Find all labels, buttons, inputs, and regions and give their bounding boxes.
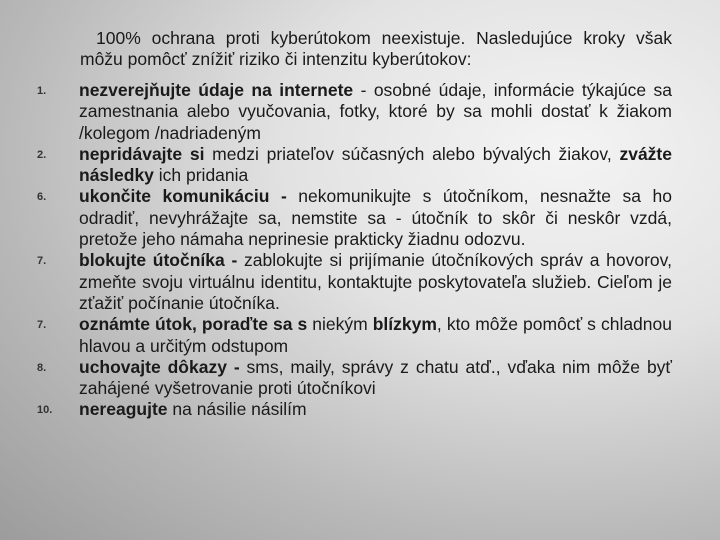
list-item-text [79, 314, 672, 357]
text-phrase: - osobné údaje, informácie týkajúce sa zamestnania alebo vyučovania, fotky, ktoré by sa mohli dostať k žiakom /kolegom /nadriadeným [79, 80, 673, 143]
text-phrase: niekým [307, 314, 373, 335]
list-item [0, 314, 720, 357]
text-phrase: ich pridania [153, 165, 249, 186]
text-phrase: , kto môže pomôcť s chladnou hlavou a určitým odstupom [79, 314, 672, 356]
text-phrase: na násilie násilím [167, 399, 307, 420]
list-item [0, 250, 720, 314]
bold-phrase: zvážte následky [79, 143, 672, 186]
intro-paragraph: 100% ochrana proti kyberútokom neexistuje. Nasledujúce kroky však môžu pomôcť znížiť riziko či intenzitu kyberútokov: [80, 28, 672, 69]
text-phrase: medzi priateľov súčasných alebo bývalých žiakov, [204, 143, 620, 164]
list-item-text [79, 186, 672, 250]
list-item-number: 10. [37, 404, 53, 417]
list-item-text [79, 399, 672, 420]
list-item-number: 7. [37, 255, 47, 268]
list-item-text [79, 250, 672, 314]
bold-phrase: oznámte útok, poraďte sa s [79, 314, 308, 335]
bold-phrase: blízkym [372, 314, 437, 335]
list-item-number: 6. [37, 191, 47, 204]
list-item-number: 1. [37, 85, 47, 97]
list-item [0, 399, 720, 420]
text-phrase: nekomunikujte s útočníkom, nesnažte sa ho odradiť, nevyhrážajte sa, nemstite sa - útočník to skôr či neskôr vzdá, pretože jeho námaha neprinesie prakticky žiadnu odozvu. [79, 186, 672, 250]
bold-phrase: nepridávajte si [79, 143, 205, 164]
list-item-text [79, 144, 672, 187]
bold-phrase: ukončite komunikáciu - [79, 186, 287, 207]
list-item-number: 8. [37, 361, 47, 374]
numbered-list [0, 80, 720, 421]
bold-phrase: nezverejňujte údaje na internete [79, 80, 354, 100]
bold-phrase: nereagujte [79, 399, 168, 420]
list-item-text [79, 80, 672, 144]
list-item [0, 144, 720, 187]
list-item-number: 2. [37, 148, 47, 161]
list-item-number: 7. [37, 319, 47, 332]
bold-phrase: uchovajte dôkazy - [79, 356, 240, 377]
bold-phrase: blokujte útočníka - [79, 250, 238, 271]
list-item-text [79, 357, 672, 400]
list-item [0, 357, 720, 400]
list-item [0, 186, 720, 250]
list-item [0, 80, 720, 144]
text-phrase: sms, maily, správy z chatu atď., vďaka nim môže byť zahájené vyšetrovanie proti útočníkovi [79, 356, 672, 399]
text-phrase: zablokujte si prijímanie útočníkových správ a hovorov, zmeňte svoju virtuálnu identitu, kontaktujte poskytovateľa služieb. Cieľom je zťažiť počínanie útočníka. [79, 250, 672, 313]
